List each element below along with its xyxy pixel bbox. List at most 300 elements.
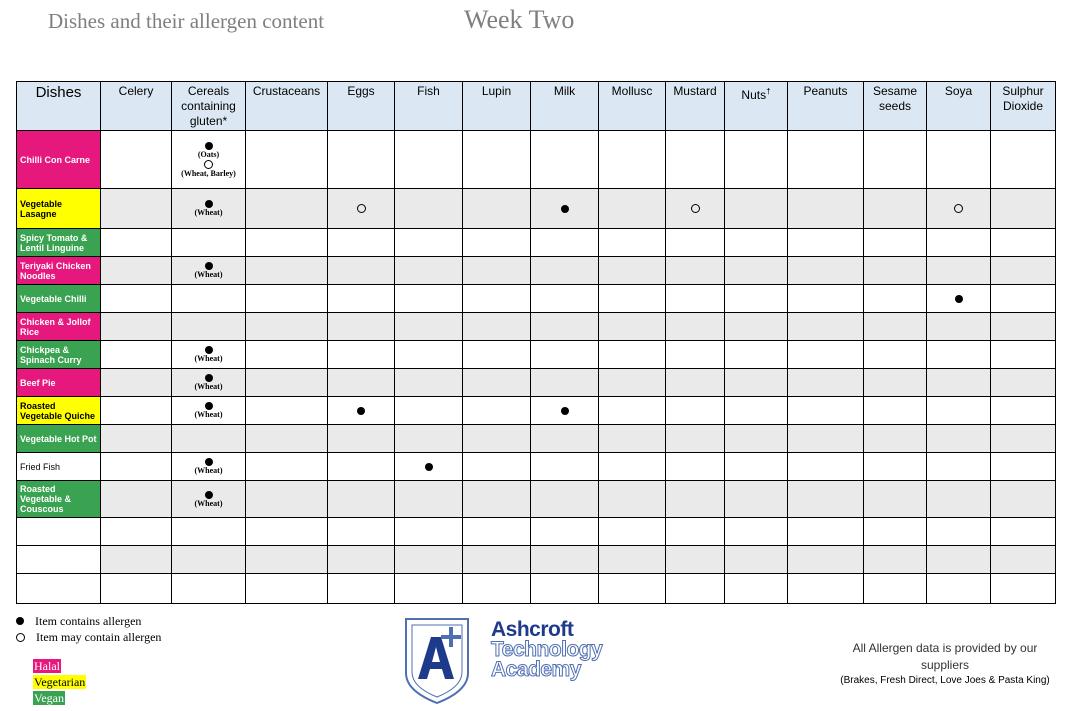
- allergen-cell: [599, 313, 666, 341]
- contains-allergen-icon: [425, 463, 433, 471]
- allergen-cell: [463, 397, 531, 425]
- academy-name: [491, 620, 602, 680]
- column-header-sesame-seeds: Sesame seeds: [864, 82, 927, 131]
- allergen-cell: [531, 313, 599, 341]
- allergen-cell: [788, 131, 864, 189]
- allergen-cell: [246, 229, 328, 257]
- allergen-cell: [599, 229, 666, 257]
- allergen-cell: [172, 313, 246, 341]
- allergen-cell: [172, 397, 246, 425]
- table-row: [17, 189, 1056, 229]
- allergen-cell: [725, 518, 788, 546]
- allergen-cell: [666, 481, 725, 518]
- contains-allergen-icon: [205, 491, 213, 499]
- legend-vegetarian: Vegetarian: [34, 675, 86, 689]
- allergen-cell: [531, 257, 599, 285]
- table-row: [17, 453, 1056, 481]
- page-title: Dishes and their allergen content: [48, 9, 325, 33]
- legend-contains: [16, 613, 161, 629]
- allergen-cell: [666, 285, 725, 313]
- allergen-cell: [531, 425, 599, 453]
- allergen-cell: [927, 285, 991, 313]
- allergen-cell: [991, 229, 1056, 257]
- allergen-cell: [172, 453, 246, 481]
- allergen-note: (Wheat): [194, 354, 223, 363]
- allergen-cell: [531, 518, 599, 546]
- allergen-cell: [725, 189, 788, 229]
- allergen-cell: [864, 453, 927, 481]
- allergen-cell: [328, 229, 395, 257]
- allergen-cell: [246, 189, 328, 229]
- dish-name: [17, 546, 101, 574]
- column-header-crustaceans: Crustaceans: [246, 82, 328, 131]
- allergen-cell: [666, 574, 725, 604]
- allergen-cell: [172, 257, 246, 285]
- table-row: [17, 285, 1056, 313]
- contains-allergen-icon: [205, 402, 213, 410]
- dish-name: Beef Pie: [17, 369, 101, 397]
- allergen-cell: [463, 285, 531, 313]
- allergen-cell: [725, 453, 788, 481]
- allergen-cell: [991, 574, 1056, 604]
- dagger-mark: †: [766, 87, 771, 96]
- allergen-note: (Wheat): [194, 382, 223, 391]
- allergen-cell: [101, 341, 172, 369]
- allergen-cell: [864, 313, 927, 341]
- allergen-cell: [328, 131, 395, 189]
- dish-name: Spicy Tomato & Lentil Linguine: [17, 229, 101, 257]
- filled-dot-icon: [16, 617, 24, 625]
- contains-allergen-icon: [561, 407, 569, 415]
- allergen-cell: [531, 341, 599, 369]
- allergen-cell: [463, 341, 531, 369]
- column-header-eggs: Eggs: [328, 82, 395, 131]
- allergen-cell: [531, 574, 599, 604]
- allergen-cell: [788, 425, 864, 453]
- allergen-cell: [725, 546, 788, 574]
- allergen-cell: [788, 481, 864, 518]
- allergen-note: (Wheat): [194, 498, 223, 508]
- contains-allergen-icon: [205, 458, 213, 466]
- allergen-cell: [864, 518, 927, 546]
- allergen-cell: [666, 546, 725, 574]
- allergen-cell: [328, 189, 395, 229]
- allergen-cell: [395, 285, 463, 313]
- legend-vegan: Vegan: [34, 691, 64, 705]
- academy-name-line2: Technology: [491, 638, 603, 661]
- allergen-cell: [666, 229, 725, 257]
- allergen-cell: [991, 425, 1056, 453]
- allergen-cell: [725, 229, 788, 257]
- allergen-table: [16, 81, 1056, 604]
- legend-may-contain-label: Item may contain allergen: [36, 629, 162, 644]
- supplier-line2: suppliers: [920, 658, 970, 672]
- allergen-cell: [463, 131, 531, 189]
- allergen-cell: [395, 481, 463, 518]
- dish-name: Vegetable Hot Pot: [17, 425, 101, 453]
- allergen-cell: [395, 131, 463, 189]
- contains-allergen-icon: [357, 407, 365, 415]
- allergen-cell: [788, 341, 864, 369]
- allergen-cell: [172, 131, 246, 189]
- allergen-cell: [328, 518, 395, 546]
- allergen-cell: [101, 546, 172, 574]
- allergen-cell: [599, 285, 666, 313]
- allergen-cell: [246, 369, 328, 397]
- dish-name: [17, 574, 101, 604]
- allergen-cell: [463, 369, 531, 397]
- allergen-cell: [395, 397, 463, 425]
- allergen-cell: [531, 546, 599, 574]
- dish-name: Chickpea & Spinach Curry: [17, 341, 101, 369]
- column-header-sulphur-dioxide: Sulphur Dioxide: [991, 82, 1056, 131]
- allergen-cell: [328, 313, 395, 341]
- table-header-row: [17, 82, 1056, 131]
- column-header-soya: Soya: [927, 82, 991, 131]
- allergen-note: (Wheat): [194, 208, 223, 217]
- allergen-cell: [599, 397, 666, 425]
- supplier-line3: (Brakes, Fresh Direct, Love Joes & Pasta King): [840, 675, 1050, 686]
- allergen-cell: [531, 453, 599, 481]
- table-row: [17, 546, 1056, 574]
- allergen-cell: [101, 425, 172, 453]
- allergen-cell: [864, 369, 927, 397]
- allergen-cell: [864, 131, 927, 189]
- allergen-cell: [101, 481, 172, 518]
- allergen-cell: [463, 313, 531, 341]
- allergen-cell: [599, 189, 666, 229]
- supplier-line1: All Allergen data is provided by our: [852, 641, 1038, 655]
- table-row: [17, 369, 1056, 397]
- allergen-cell: [246, 285, 328, 313]
- allergen-cell: [599, 369, 666, 397]
- allergen-cell: [395, 518, 463, 546]
- allergen-cell: [864, 425, 927, 453]
- allergen-cell: [864, 341, 927, 369]
- allergen-cell: [788, 313, 864, 341]
- allergen-cell: [666, 257, 725, 285]
- allergen-cell: [927, 257, 991, 285]
- allergen-cell: [864, 546, 927, 574]
- table-row: [17, 229, 1056, 257]
- supplier-note: [815, 640, 1073, 688]
- allergen-cell: [788, 257, 864, 285]
- allergen-cell: [666, 369, 725, 397]
- allergen-cell: [101, 257, 172, 285]
- academy-name-line1: Ashcroft: [491, 618, 574, 641]
- allergen-cell: [599, 546, 666, 574]
- allergen-cell: [927, 189, 991, 229]
- dish-name: Teriyaki Chicken Noodles: [17, 257, 101, 285]
- allergen-cell: [101, 189, 172, 229]
- allergen-cell: [395, 257, 463, 285]
- contains-allergen-icon: [205, 142, 213, 150]
- allergen-cell: [172, 341, 246, 369]
- allergen-cell: [246, 257, 328, 285]
- dish-name: Vegetable Chilli: [17, 285, 101, 313]
- allergen-cell: [991, 257, 1056, 285]
- allergen-cell: [666, 453, 725, 481]
- allergen-cell: [725, 481, 788, 518]
- allergen-cell: [864, 574, 927, 604]
- allergen-cell: [864, 229, 927, 257]
- allergen-cell: [246, 574, 328, 604]
- allergen-cell: [991, 453, 1056, 481]
- column-header-lupin: Lupin: [463, 82, 531, 131]
- allergen-cell: [463, 574, 531, 604]
- allergen-cell: [246, 131, 328, 189]
- dish-name: Roasted Vegetable & Couscous: [17, 481, 101, 518]
- allergen-cell: [788, 574, 864, 604]
- table-row: [17, 397, 1056, 425]
- legend-contains-label: Item contains allergen: [35, 613, 142, 628]
- table-row: [17, 313, 1056, 341]
- allergen-cell: [101, 131, 172, 189]
- table-row: [17, 257, 1056, 285]
- legend: [16, 613, 161, 645]
- column-header-mustard: Mustard: [666, 82, 725, 131]
- allergen-cell: [666, 397, 725, 425]
- column-header-dishes: Dishes: [17, 82, 101, 131]
- allergen-cell: [101, 453, 172, 481]
- table-row: [17, 131, 1056, 189]
- dish-name: [17, 518, 101, 546]
- allergen-cell: [991, 131, 1056, 189]
- allergen-cell: [395, 229, 463, 257]
- column-header-nuts: Nuts†: [725, 82, 788, 131]
- allergen-cell: [246, 425, 328, 453]
- allergen-cell: [328, 574, 395, 604]
- allergen-cell: [927, 229, 991, 257]
- allergen-cell: [991, 397, 1056, 425]
- contains-allergen-icon: [561, 205, 569, 213]
- allergen-cell: [725, 285, 788, 313]
- allergen-cell: [599, 453, 666, 481]
- allergen-cell: [666, 425, 725, 453]
- allergen-cell: [246, 313, 328, 341]
- allergen-cell: [101, 574, 172, 604]
- allergen-cell: [395, 453, 463, 481]
- column-header-mollusc: Mollusc: [599, 82, 666, 131]
- allergen-cell: [101, 397, 172, 425]
- dish-name: Vegetable Lasagne: [17, 189, 101, 229]
- contains-allergen-icon: [955, 295, 963, 303]
- allergen-cell: [788, 369, 864, 397]
- allergen-cell: [599, 131, 666, 189]
- allergen-cell: [927, 453, 991, 481]
- may-contain-allergen-icon: [691, 204, 700, 213]
- allergen-cell: [991, 313, 1056, 341]
- allergen-cell: [101, 369, 172, 397]
- dish-name: Roasted Vegetable Quiche: [17, 397, 101, 425]
- table-row: [17, 574, 1056, 604]
- allergen-cell: [172, 229, 246, 257]
- allergen-cell: [991, 369, 1056, 397]
- allergen-cell: [991, 481, 1056, 518]
- allergen-cell: [101, 313, 172, 341]
- allergen-cell: [531, 131, 599, 189]
- legend-halal: Halal: [34, 659, 60, 673]
- allergen-cell: [927, 397, 991, 425]
- allergen-cell: [725, 574, 788, 604]
- allergen-cell: [246, 341, 328, 369]
- contains-allergen-icon: [205, 200, 213, 208]
- allergen-cell: [599, 574, 666, 604]
- table-row: [17, 481, 1056, 518]
- allergen-cell: [864, 481, 927, 518]
- may-contain-allergen-icon: [204, 160, 213, 169]
- contains-allergen-icon: [205, 374, 213, 382]
- allergen-cell: [927, 425, 991, 453]
- table-row: [17, 518, 1056, 546]
- allergen-cell: [788, 229, 864, 257]
- allergen-cell: [788, 397, 864, 425]
- allergen-cell: [328, 257, 395, 285]
- allergen-cell: [991, 189, 1056, 229]
- allergen-cell: [463, 229, 531, 257]
- allergen-note: (Wheat): [194, 270, 223, 279]
- allergen-cell: [725, 257, 788, 285]
- allergen-cell: [395, 369, 463, 397]
- allergen-cell: [599, 518, 666, 546]
- dish-name: Fried Fish: [17, 453, 101, 481]
- hollow-dot-icon: [16, 633, 25, 642]
- allergen-cell: [788, 546, 864, 574]
- allergen-cell: [991, 546, 1056, 574]
- allergen-cell: [328, 341, 395, 369]
- allergen-cell: [328, 397, 395, 425]
- allergen-cell: [599, 481, 666, 518]
- allergen-cell: [927, 518, 991, 546]
- allergen-cell: [531, 481, 599, 518]
- allergen-cell: [788, 285, 864, 313]
- allergen-cell: [328, 285, 395, 313]
- allergen-cell: [172, 518, 246, 546]
- allergen-cell: [927, 313, 991, 341]
- allergen-cell: [172, 369, 246, 397]
- allergen-cell: [531, 369, 599, 397]
- allergen-cell: [395, 313, 463, 341]
- allergen-cell: [864, 285, 927, 313]
- allergen-note: (Wheat, Barley): [181, 168, 236, 178]
- allergen-cell: [991, 341, 1056, 369]
- allergen-cell: [246, 481, 328, 518]
- allergen-cell: [101, 285, 172, 313]
- allergen-cell: [725, 425, 788, 453]
- allergen-cell: [395, 425, 463, 453]
- allergen-cell: [531, 229, 599, 257]
- may-contain-allergen-icon: [357, 204, 366, 213]
- allergen-cell: [531, 285, 599, 313]
- allergen-cell: [788, 518, 864, 546]
- column-header-fish: Fish: [395, 82, 463, 131]
- column-header-cereals-containing-gluten: Cereals containing gluten*: [172, 82, 246, 131]
- allergen-cell: [328, 453, 395, 481]
- allergen-cell: [599, 257, 666, 285]
- allergen-cell: [246, 453, 328, 481]
- allergen-cell: [101, 518, 172, 546]
- allergen-cell: [666, 518, 725, 546]
- allergen-cell: [395, 341, 463, 369]
- allergen-cell: [395, 574, 463, 604]
- allergen-cell: [991, 518, 1056, 546]
- allergen-cell: [328, 481, 395, 518]
- allergen-cell: [666, 341, 725, 369]
- allergen-cell: [927, 481, 991, 518]
- may-contain-allergen-icon: [954, 204, 963, 213]
- column-header-peanuts: Peanuts: [788, 82, 864, 131]
- academy-name-line3: Academy: [491, 658, 581, 681]
- column-header-celery: Celery: [101, 82, 172, 131]
- allergen-cell: [172, 425, 246, 453]
- allergen-cell: [725, 397, 788, 425]
- allergen-note: (Oats): [197, 149, 220, 159]
- allergen-cell: [725, 131, 788, 189]
- allergen-cell: [172, 481, 246, 518]
- allergen-cell: [246, 518, 328, 546]
- allergen-cell: [463, 189, 531, 229]
- contains-allergen-icon: [205, 262, 213, 270]
- allergen-cell: [991, 285, 1056, 313]
- allergen-cell: [864, 397, 927, 425]
- allergen-cell: [725, 313, 788, 341]
- allergen-cell: [101, 229, 172, 257]
- allergen-cell: [463, 257, 531, 285]
- allergen-cell: [395, 546, 463, 574]
- academy-shield-logo: [404, 617, 470, 705]
- allergen-cell: [531, 189, 599, 229]
- allergen-cell: [172, 285, 246, 313]
- allergen-cell: [463, 453, 531, 481]
- allergen-cell: [463, 546, 531, 574]
- allergen-cell: [927, 369, 991, 397]
- allergen-cell: [788, 453, 864, 481]
- dish-name: Chicken & Jollof Rice: [17, 313, 101, 341]
- allergen-cell: [463, 518, 531, 546]
- allergen-cell: [463, 425, 531, 453]
- allergen-cell: [328, 369, 395, 397]
- allergen-cell: [927, 546, 991, 574]
- allergen-cell: [172, 189, 246, 229]
- allergen-cell: [666, 131, 725, 189]
- allergen-note: (Wheat): [194, 410, 223, 419]
- allergen-cell: [927, 341, 991, 369]
- allergen-cell: [246, 397, 328, 425]
- allergen-cell: [666, 189, 725, 229]
- contains-allergen-icon: [205, 346, 213, 354]
- allergen-note: (Wheat): [194, 466, 223, 475]
- allergen-cell: [788, 189, 864, 229]
- table-row: [17, 341, 1056, 369]
- allergen-cell: [172, 546, 246, 574]
- allergen-cell: [927, 131, 991, 189]
- allergen-cell: [725, 369, 788, 397]
- legend-may-contain: [16, 629, 161, 645]
- week-label: Week Two: [464, 5, 575, 34]
- allergen-cell: [666, 313, 725, 341]
- allergen-cell: [328, 546, 395, 574]
- allergen-cell: [599, 341, 666, 369]
- allergen-cell: [725, 341, 788, 369]
- allergen-cell: [246, 546, 328, 574]
- allergen-cell: [463, 481, 531, 518]
- allergen-cell: [864, 257, 927, 285]
- column-header-milk: Milk: [531, 82, 599, 131]
- allergen-cell: [172, 574, 246, 604]
- allergen-cell: [864, 189, 927, 229]
- allergen-cell: [599, 425, 666, 453]
- table-row: [17, 425, 1056, 453]
